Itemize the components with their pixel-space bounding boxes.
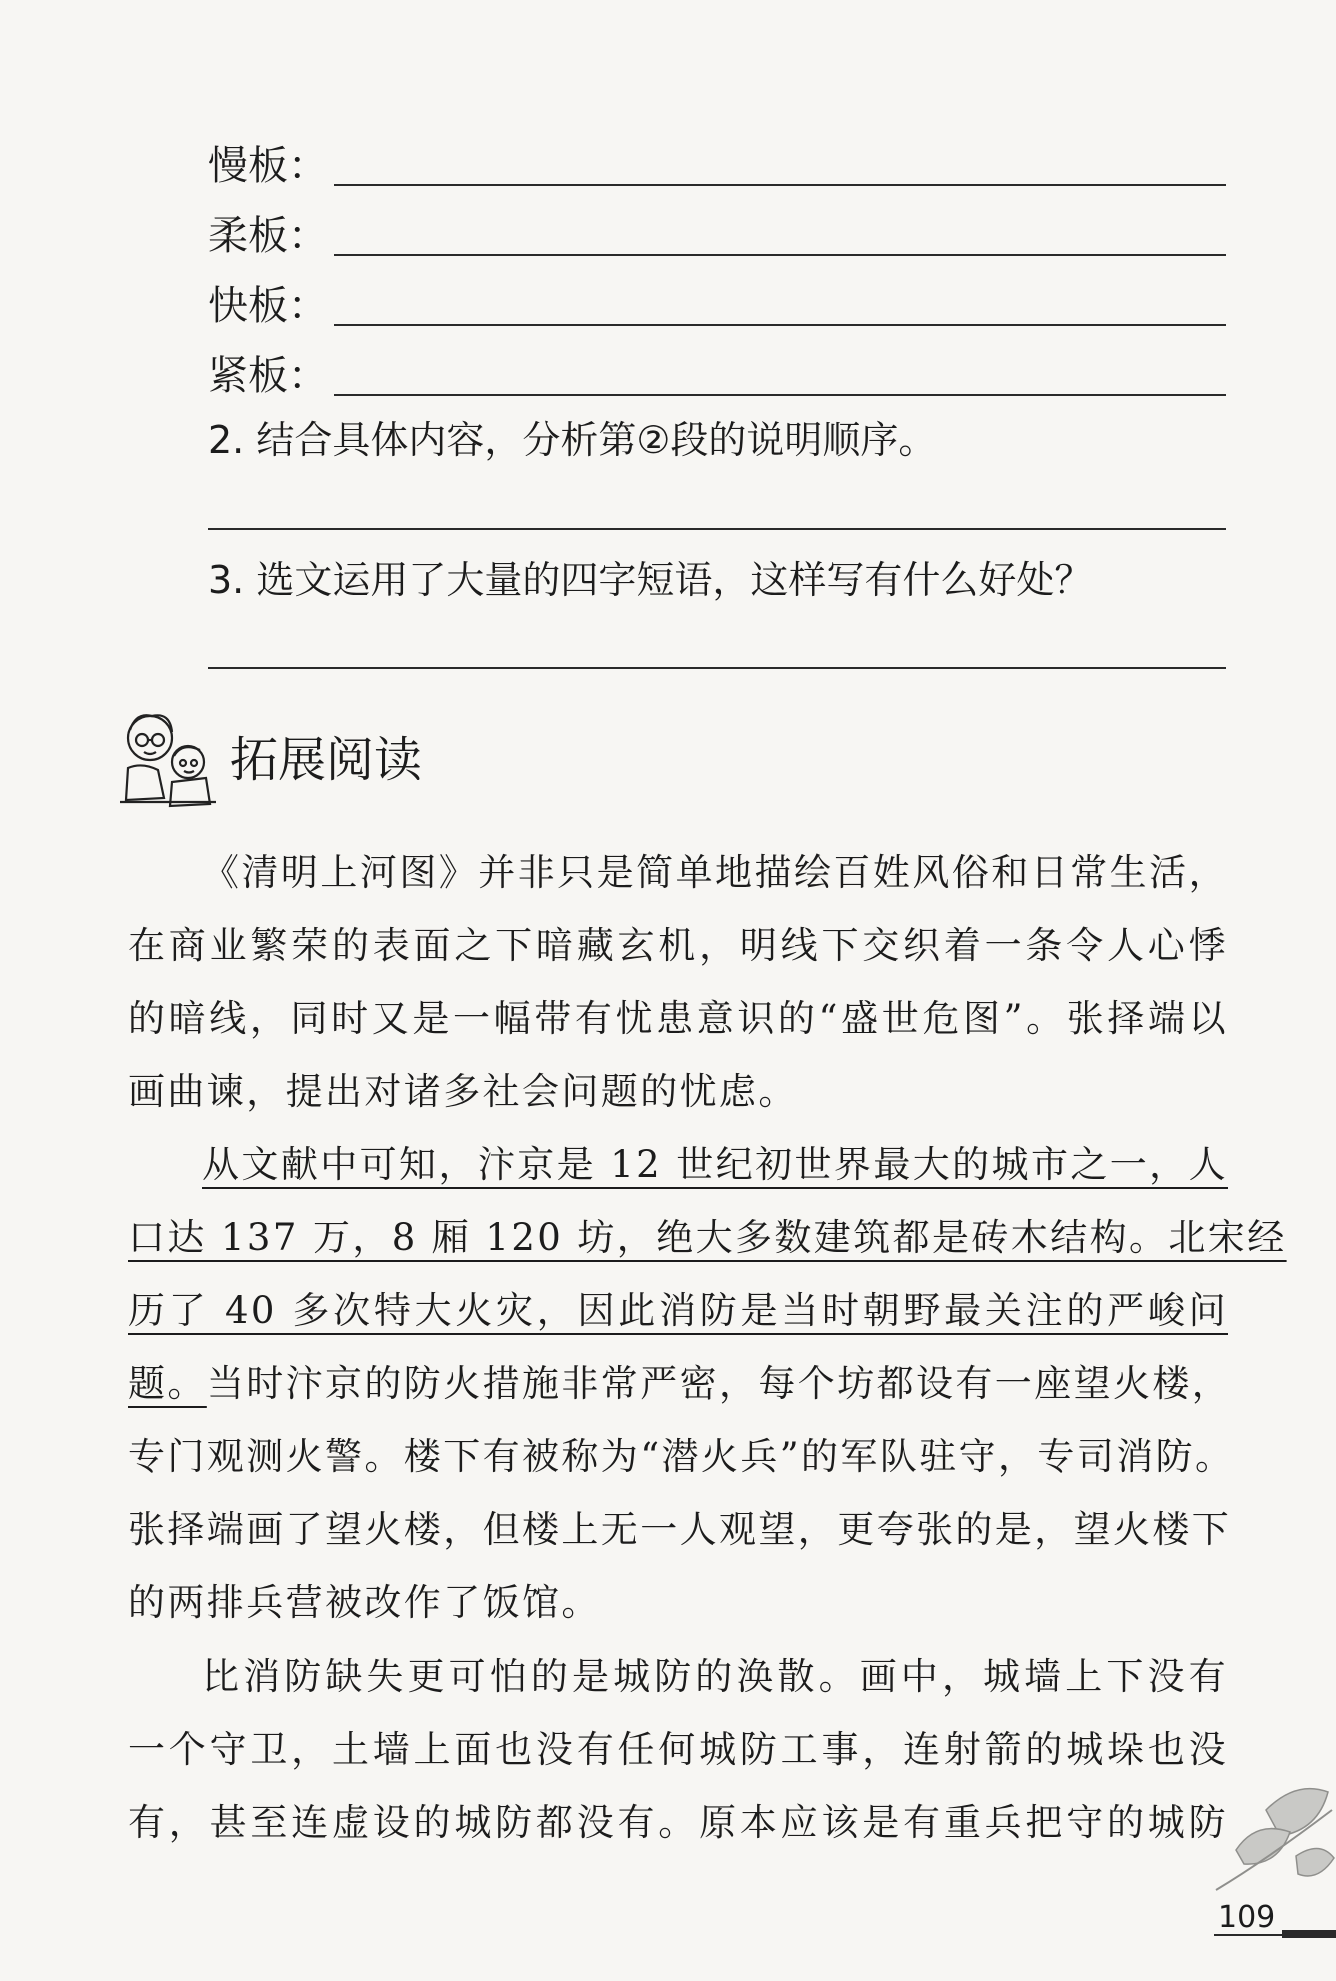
passage-line: 专门观测火警。楼下有被称为“潜火兵”的军队驻守，专司消防。 <box>128 1435 1235 1478</box>
fill-label: 紧板： <box>208 353 328 399</box>
question-3: 3. 选文运用了大量的四字短语，这样写有什么好处？ <box>208 558 1093 602</box>
answer-blank[interactable] <box>334 144 1226 186</box>
answer-blank[interactable] <box>334 284 1226 326</box>
passage-paragraph-2 <box>128 1128 1287 1639</box>
answer-line-question-2[interactable] <box>208 528 1226 530</box>
section-header <box>112 708 532 818</box>
passage-line: 画曲谏，提出对诸多社会问题的忧虑。 <box>128 1070 798 1113</box>
leaf-decoration-icon <box>1196 1770 1336 1910</box>
page-number: 109 <box>1218 1900 1276 1935</box>
underlined-sentence: 从文献中可知，汴京是 12 世纪初世界最大的城市之一，人 <box>202 1143 1228 1186</box>
answer-blank[interactable] <box>334 214 1226 256</box>
underlined-sentence: 题。 <box>128 1362 207 1405</box>
teacher-student-reading-icon <box>112 708 224 812</box>
passage-line-underlined <box>128 1128 1228 1201</box>
section-title: 拓展阅读 <box>230 732 423 788</box>
passage-text: 当时汴京的防火措施非常严密，每个坊都设有一座望火楼， <box>206 1362 1232 1405</box>
question-2: 2. 结合具体内容，分析第②段的说明顺序。 <box>208 418 937 462</box>
passage-line <box>128 1347 1232 1420</box>
answer-blank[interactable] <box>334 354 1226 396</box>
passage-line: 张择端画了望火楼，但楼上无一人观望，更夸张的是，望火楼下 <box>128 1508 1232 1551</box>
page-number-bar <box>1282 1930 1336 1938</box>
passage-line-underlined <box>128 1201 1287 1274</box>
fill-label: 柔板： <box>208 213 328 259</box>
passage-line: 有，甚至连虚设的城防都没有。原本应该是有重兵把守的城防 <box>128 1801 1228 1844</box>
passage-line: 的两排兵营被改作了饭馆。 <box>128 1581 601 1624</box>
fill-row-jin-ban <box>208 340 1226 400</box>
underlined-sentence: 历了 40 多次特大火灾，因此消防是当时朝野最关注的严峻问 <box>128 1289 1228 1332</box>
fill-row-man-ban <box>208 130 1226 190</box>
fill-row-rou-ban <box>208 200 1226 260</box>
passage-line-underlined <box>128 1274 1228 1347</box>
underlined-sentence: 口达 137 万，8 厢 120 坊，绝大多数建筑都是砖木结构。北宋经 <box>128 1216 1287 1259</box>
passage-paragraph-1 <box>128 836 1228 1128</box>
passage-line: 的暗线，同时又是一幅带有忧患意识的“盛世危图”。张择端以 <box>128 997 1228 1040</box>
fill-label: 快板： <box>208 283 328 329</box>
answer-line-question-3[interactable] <box>208 667 1226 669</box>
passage-line: 在商业繁荣的表面之下暗藏玄机，明线下交织着一条令人心悸 <box>128 924 1228 967</box>
fill-label: 慢板： <box>208 143 328 189</box>
passage-line: 比消防缺失更可怕的是城防的涣散。画中，城墙上下没有 <box>202 1655 1228 1698</box>
passage-line: 一个守卫，土墙上面也没有任何城防工事，连射箭的城垛也没 <box>128 1728 1228 1771</box>
passage-paragraph-3 <box>128 1640 1228 1859</box>
fill-row-kuai-ban <box>208 270 1226 330</box>
passage-line: 《清明上河图》并非只是简单地描绘百姓风俗和日常生活， <box>202 851 1228 894</box>
